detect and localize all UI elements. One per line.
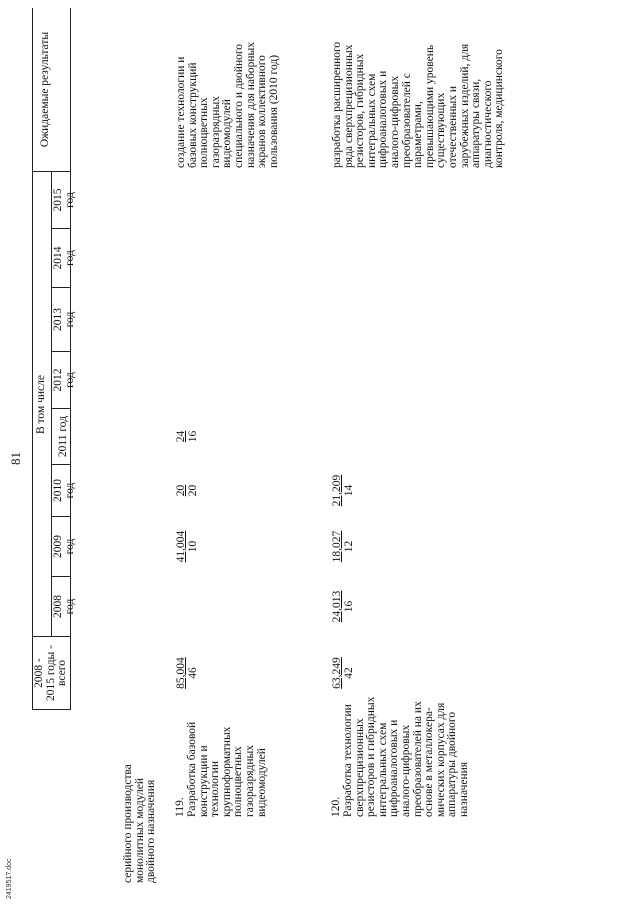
year-value: 20 <box>175 484 187 497</box>
title-line: преобразователей на их <box>411 701 424 817</box>
result-line: базовых конструкций <box>186 62 199 168</box>
title-line: мических корпусах для <box>434 702 447 817</box>
result-line: аналого-цифровых <box>388 75 401 168</box>
result-line: зарубежных изделий, для <box>458 43 471 168</box>
title-line: интегральных схем <box>376 722 389 817</box>
result-line: цифроаналоговых и <box>377 70 390 168</box>
header-total-cell <box>34 637 69 709</box>
result-line: интегральных схем <box>365 73 378 168</box>
title-line: Разработка технологии <box>342 704 354 817</box>
header-total-line3: всего <box>56 660 69 686</box>
row-119-2010 <box>176 465 199 516</box>
header-results: Ожидаемые результаты <box>39 31 51 148</box>
year-label: 2014 <box>52 246 64 270</box>
year-unit: год <box>63 250 76 266</box>
row-119-number: 119. <box>174 797 186 817</box>
row-119-2011 <box>176 409 199 464</box>
header-total-line1: 2008 - <box>33 658 45 688</box>
title-line: аналого-цифровых <box>399 724 412 817</box>
title-line: крупноформатных <box>220 726 233 817</box>
result-line: полноцветных <box>198 97 211 168</box>
year-label: 2012 <box>52 368 64 392</box>
header-year-2010 <box>53 465 76 516</box>
subheader-line <box>51 172 52 637</box>
result-line: контроля, медицинского <box>493 49 506 168</box>
year-subvalue: 16 <box>342 600 355 613</box>
year-value: 41,004 <box>175 530 187 563</box>
title-line: Разработка базовой <box>186 721 198 817</box>
result-line: аппаратуры связи, <box>470 78 483 168</box>
result-line: преобразователей с <box>400 73 413 168</box>
result-line: экранов коллективного <box>256 55 269 168</box>
title-line: резисторов и гибридных <box>365 696 378 817</box>
result-line: превышающими уровень <box>423 44 436 168</box>
year-label: 2015 <box>52 188 64 212</box>
col-divider-total <box>32 709 71 710</box>
header-in-that-number: В том числе <box>35 375 47 434</box>
header-year-2009 <box>53 517 76 576</box>
title-line: назначения <box>457 761 470 817</box>
year-label: 2011 год <box>57 415 69 458</box>
continuation-line: серийного производства <box>122 764 134 883</box>
title-line: аппаратуры двойного <box>446 711 459 817</box>
page-number: 81 <box>8 452 23 465</box>
total-value: 63,249 <box>331 657 343 689</box>
total-value: 85,004 <box>175 657 187 689</box>
header-total-line2: 2015 годы - <box>44 645 57 702</box>
result-line: специального и двойного <box>232 43 245 168</box>
result-line: разработка расширенного <box>331 41 343 168</box>
row-120-total <box>332 637 355 709</box>
title-line: конструкции и <box>197 745 210 817</box>
title-line: сверхпрецизионных <box>353 718 366 817</box>
result-line: видеомодулей <box>221 99 234 168</box>
title-line: основе в металлокера- <box>423 707 436 817</box>
row-120-2010 <box>332 465 355 516</box>
result-line: существующих <box>435 92 448 168</box>
year-value: 21,209 <box>331 474 343 507</box>
row-119-total <box>176 637 199 709</box>
year-unit: год <box>63 311 76 328</box>
result-line: создание технологии и <box>175 56 187 168</box>
year-unit: год <box>63 538 76 555</box>
year-label: 2013 <box>52 308 64 331</box>
year-label: 2010 <box>52 479 64 502</box>
header-year-2014 <box>53 229 76 287</box>
result-line: резисторов, гибридных <box>354 53 367 168</box>
row-119-title <box>187 722 268 817</box>
year-unit: год <box>63 192 76 208</box>
header-year-2012 <box>53 352 76 408</box>
result-line: назначения для наборных <box>244 42 257 168</box>
title-line: видеомодулей <box>255 748 268 817</box>
title-line: полноцветных <box>232 746 245 817</box>
year-subvalue: 12 <box>342 540 355 553</box>
result-line: диагностического <box>481 80 494 168</box>
total-subvalue: 42 <box>342 667 355 679</box>
result-line: отечественных и <box>446 85 459 168</box>
title-line: газоразрядных <box>243 745 256 817</box>
continuation-line: монолитных модулей <box>133 778 146 883</box>
header-year-2011 <box>58 409 70 464</box>
row-119-result <box>176 42 280 168</box>
header-year-2015 <box>53 172 76 228</box>
header-year-2008 <box>53 577 76 636</box>
row-119-2009 <box>176 517 199 576</box>
row-120-2008 <box>332 577 355 636</box>
result-line: параметрами, <box>412 101 425 168</box>
total-subvalue: 46 <box>186 667 199 679</box>
result-line: пользования (2010 год) <box>267 54 280 168</box>
header-year-2013 <box>53 288 76 351</box>
year-subvalue: 16 <box>186 430 199 443</box>
year-unit: год <box>63 598 76 615</box>
row-120-title <box>343 697 471 817</box>
row-120-2009 <box>332 517 355 576</box>
result-line: газоразрядных <box>209 96 222 168</box>
year-subvalue: 10 <box>186 540 199 553</box>
year-label: 2008 <box>52 595 64 618</box>
header-top-line <box>32 8 33 710</box>
year-value: 18,027 <box>331 530 343 563</box>
title-line: технологии <box>209 761 222 817</box>
result-line: ряда сверхпрецизионных <box>342 44 355 168</box>
footer-filename: 2419517.doc <box>6 858 13 899</box>
row-120-result <box>332 42 506 168</box>
year-label: 2009 <box>52 535 64 558</box>
year-subvalue: 14 <box>342 484 355 497</box>
year-value: 24,013 <box>331 590 343 623</box>
continuation-text <box>123 764 158 883</box>
year-value: 24 <box>175 430 187 443</box>
title-line: цифроаналоговых и <box>388 719 401 817</box>
year-unit: год <box>63 482 76 499</box>
year-subvalue: 20 <box>186 484 199 497</box>
row-120-number: 120. <box>330 796 342 817</box>
year-unit: год <box>63 372 76 388</box>
continuation-line: двойного назначения <box>145 779 158 883</box>
